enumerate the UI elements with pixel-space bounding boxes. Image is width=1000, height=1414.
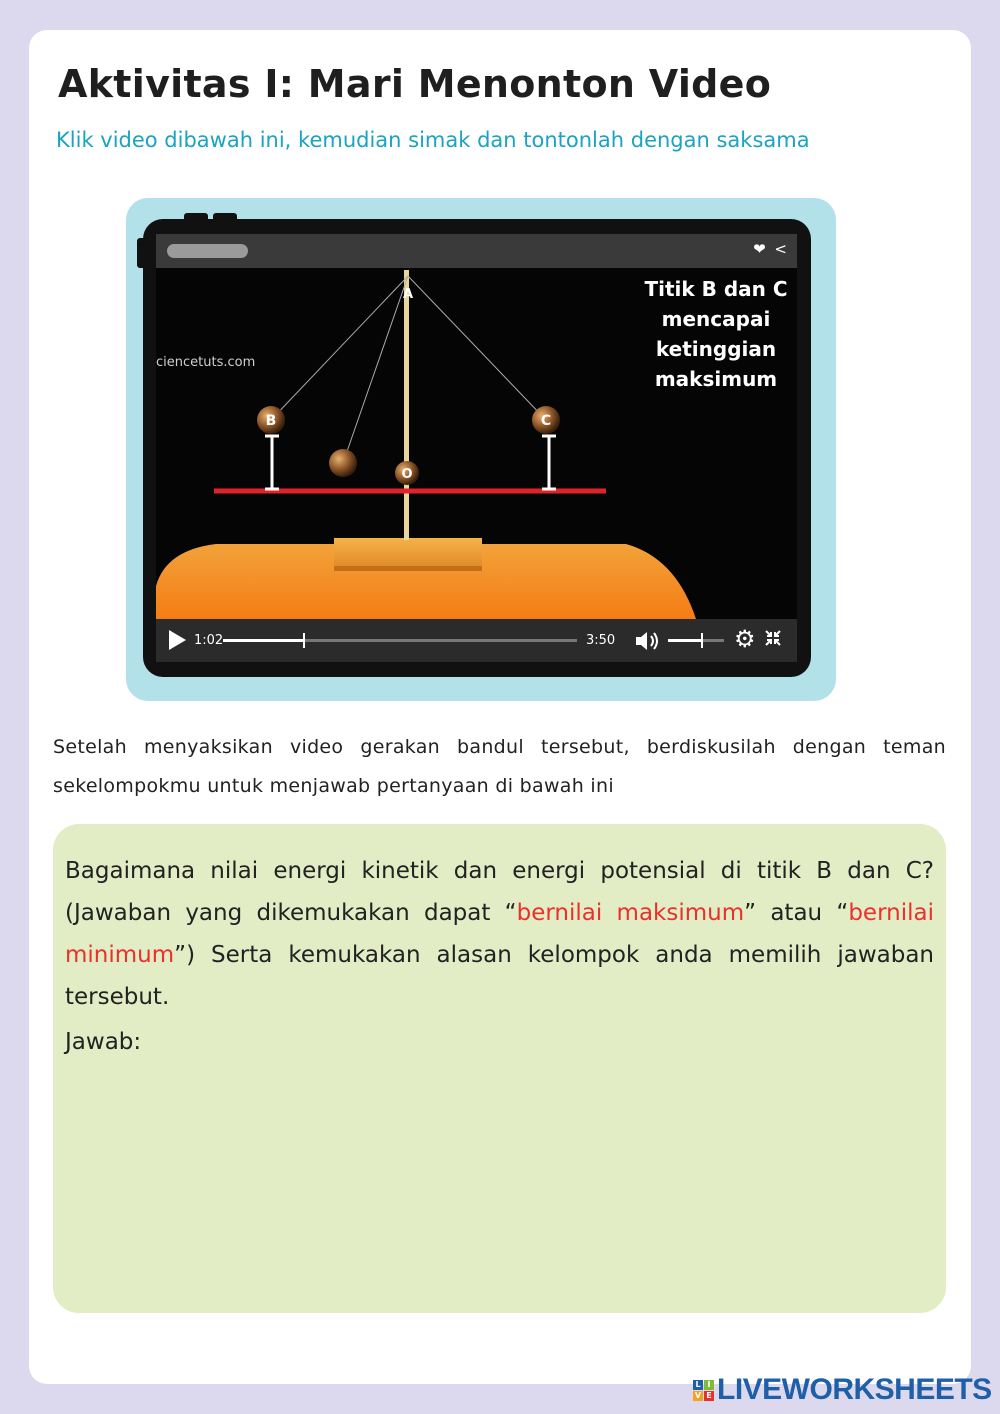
label-c: C [540, 413, 552, 429]
logo-letter: V [694, 1390, 702, 1400]
answer-option-minimum: bernilai minimum [65, 900, 934, 968]
question-box [53, 824, 946, 1313]
current-time: 1:02 [194, 633, 224, 648]
volume-fill [668, 639, 702, 642]
page-title: Aktivitas I: Mari Menonton Video [58, 62, 772, 106]
label-o: O [401, 467, 413, 482]
heart-icon[interactable]: ❤ [753, 240, 766, 258]
volume-icon[interactable] [634, 630, 662, 656]
progress-bar[interactable] [223, 639, 577, 642]
video-player[interactable] [156, 234, 797, 662]
liveworksheets-brand [693, 1375, 992, 1405]
logo-letter: L [693, 1380, 703, 1390]
liveworksheets-logo-icon [693, 1380, 714, 1401]
volume-handle[interactable] [701, 633, 703, 648]
label-a: A [402, 287, 414, 302]
logo-letter: I [704, 1380, 714, 1390]
question-part: Bagaimana nilai energi kinetik dan energi potensial di titik B dan C? (Jawaban yang dikemukakan dapat “ [65, 858, 934, 926]
progress-fill [223, 639, 304, 642]
question-text [65, 850, 934, 1018]
share-icon[interactable]: < [774, 240, 787, 258]
question-part: ” atau “ [744, 900, 849, 926]
answer-label: Jawab: [65, 1029, 142, 1055]
answer-option-maksimum: bernilai maksimum [516, 900, 745, 926]
label-b: B [265, 413, 277, 429]
play-icon[interactable] [166, 628, 188, 656]
brand-name: LIVEWORKSHEETS [717, 1373, 992, 1406]
gear-icon[interactable]: ⚙ [734, 625, 756, 653]
instruction-text: Setelah menyaksikan video gerakan bandul tersebut, berdiskusilah dengan teman sekelompokmu untuk menjawab pertanyaan di bawah ini [53, 736, 946, 797]
video-controls [156, 619, 797, 662]
video-watermark: ciencetuts.com [156, 355, 256, 370]
fullscreen-icon[interactable] [764, 629, 782, 651]
progress-handle[interactable] [303, 633, 305, 648]
video-overlay-caption: Titik B dan C mencapai ketinggian maksimum [644, 277, 788, 391]
video-topbar [156, 234, 797, 268]
logo-letter: E [704, 1391, 714, 1401]
pendulum-ball-moving [329, 449, 357, 477]
question-part: ”) Serta kemukakan alasan kelompok anda memilih jawaban tersebut. [65, 942, 934, 1010]
page-subtitle: Klik video dibawah ini, kemudian simak dan tontonlah dengan saksama [56, 128, 810, 152]
volume-slider[interactable] [668, 639, 724, 642]
duration: 3:50 [586, 633, 616, 648]
video-title-placeholder [167, 244, 248, 258]
